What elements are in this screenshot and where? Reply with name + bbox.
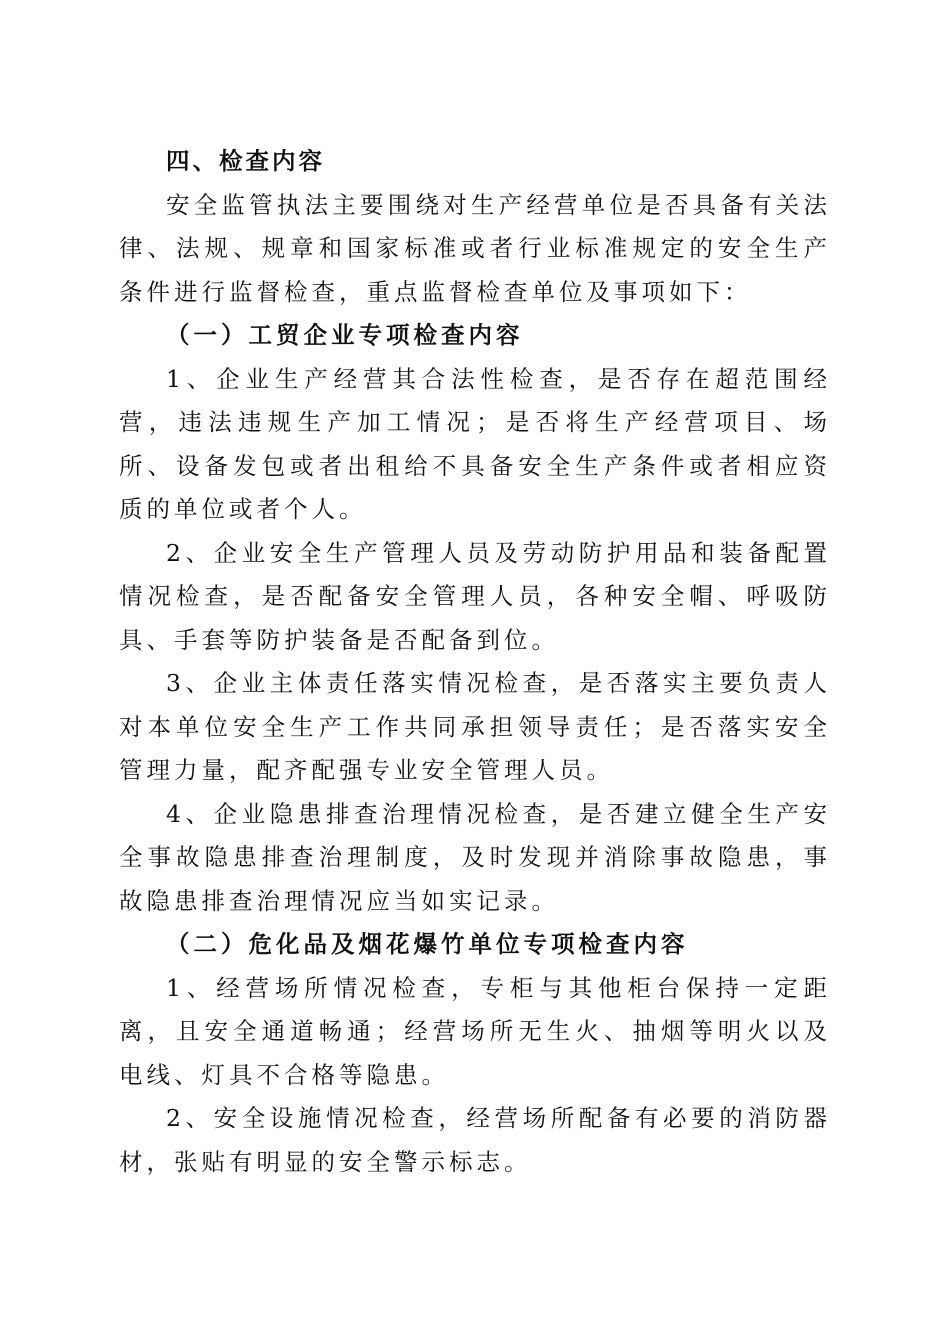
paragraph-item: 2、企业安全生产管理人员及劳动防护用品和装备配置情况检查，是否配备安全管理人员，各种安全帽、呼吸防具、手套等防护装备是否配备到位。 [119,538,831,654]
paragraph-item: 3、企业主体责任落实情况检查，是否落实主要负责人对本单位安全生产工作共同承担领导责任；是否落实安全管理力量，配齐配强专业安全管理人员。 [119,669,831,784]
document-body [119,140,831,1184]
subsection-title-1: （一）工贸企业专项检查内容 [166,321,524,349]
paragraph-item: 4、企业隐患排查治理情况检查，是否建立健全生产安全事故隐患排查治理制度，及时发现并消除事故隐患，事故隐患排查治理情况应当如实记录。 [119,799,831,915]
intro-paragraph: 安全监管执法主要围绕对生产经营单位是否具备有关法律、法规、规章和国家标准或者行业标准规定的安全生产条件进行监督检查，重点监督检查单位及事项如下： [119,190,831,306]
subsection-title-2: （二）危化品及烟花爆竹单位专项检查内容 [166,930,689,958]
paragraph-item: 1、企业生产经营其合法性检查，是否存在超范围经营，违法违规生产加工情况；是否将生产经营项目、场所、设备发包或者出租给不具备安全生产条件或者相应资质的单位或者个人。 [119,364,831,523]
paragraph-item: 2、安全设施情况检查，经营场所配备有必要的消防器材，张贴有明显的安全警示标志。 [119,1104,831,1176]
section-title: 四、检查内容 [166,147,325,175]
paragraph-item: 1、经营场所情况检查，专柜与其他柜台保持一定距离，且安全通道畅通；经营场所无生火、抽烟等明火以及电线、灯具不合格等隐患。 [119,973,831,1089]
